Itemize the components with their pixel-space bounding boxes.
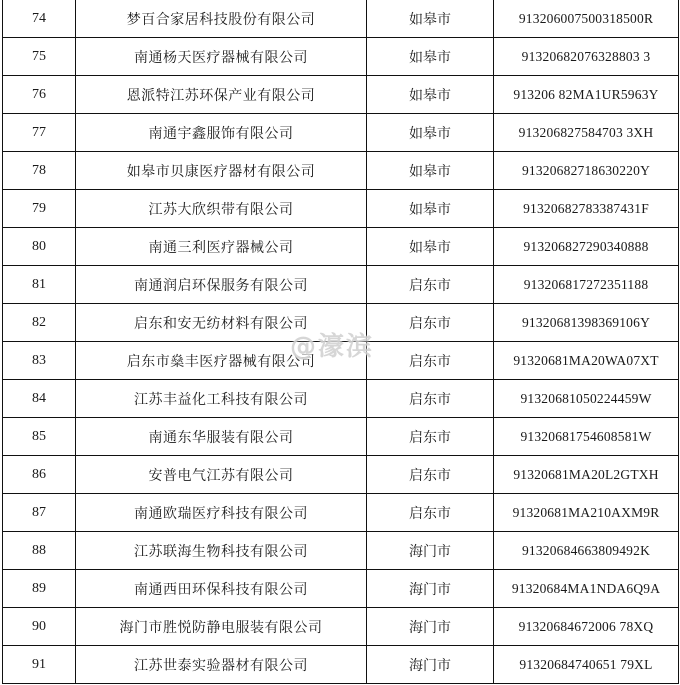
table-row (3, 38, 679, 76)
row-number: 76 (3, 76, 76, 114)
table-row (3, 152, 679, 190)
company-name: 江苏联海生物科技有限公司 (76, 532, 367, 570)
table-row (3, 0, 679, 38)
city: 启东市 (367, 304, 494, 342)
table-row (3, 608, 679, 646)
company-name: 海门市胜悦防静电服装有限公司 (76, 608, 367, 646)
company-name: 安普电气江苏有限公司 (76, 456, 367, 494)
table-row (3, 380, 679, 418)
table-row (3, 646, 679, 684)
city: 如皋市 (367, 76, 494, 114)
table-row (3, 190, 679, 228)
city: 启东市 (367, 342, 494, 380)
company-name: 南通东华服装有限公司 (76, 418, 367, 456)
row-number: 90 (3, 608, 76, 646)
row-number: 80 (3, 228, 76, 266)
city: 启东市 (367, 494, 494, 532)
row-number: 91 (3, 646, 76, 684)
table-row (3, 456, 679, 494)
city: 海门市 (367, 570, 494, 608)
company-name: 南通宇鑫服饰有限公司 (76, 114, 367, 152)
credit-code: 91320684672006 78XQ (494, 608, 679, 646)
credit-code: 91320684740651 79XL (494, 646, 679, 684)
credit-code: 91320681050224459W (494, 380, 679, 418)
city: 如皋市 (367, 114, 494, 152)
table-body (3, 0, 679, 684)
credit-code: 91320682718630220Y (494, 152, 679, 190)
watermark: @濠滨 (290, 332, 375, 362)
company-name: 启东和安无纺材料有限公司 (76, 304, 367, 342)
row-number: 78 (3, 152, 76, 190)
credit-code: 91320681MA20L2GTXH (494, 456, 679, 494)
credit-code: 91320684663809492K (494, 532, 679, 570)
credit-code: 913206 82MA1UR5963Y (494, 76, 679, 114)
company-name: 南通欧瑞医疗科技有限公司 (76, 494, 367, 532)
row-number: 77 (3, 114, 76, 152)
credit-code: 91320681MA210AXM9R (494, 494, 679, 532)
table-row (3, 418, 679, 456)
credit-code: 913206827584703 3XH (494, 114, 679, 152)
table-row (3, 228, 679, 266)
city: 海门市 (367, 608, 494, 646)
row-number: 79 (3, 190, 76, 228)
credit-code: 91320681398369106Y (494, 304, 679, 342)
credit-code: 91320684MA1NDA6Q9A (494, 570, 679, 608)
city: 海门市 (367, 532, 494, 570)
row-number: 87 (3, 494, 76, 532)
company-name: 南通杨天医疗器械有限公司 (76, 38, 367, 76)
table-row (3, 76, 679, 114)
row-number: 74 (3, 0, 76, 38)
company-name: 南通三利医疗器械公司 (76, 228, 367, 266)
company-name: 启东市燊丰医疗器械有限公司 (76, 342, 367, 380)
row-number: 84 (3, 380, 76, 418)
city: 如皋市 (367, 228, 494, 266)
row-number: 83 (3, 342, 76, 380)
city: 海门市 (367, 646, 494, 684)
company-name: 梦百合家居科技股份有限公司 (76, 0, 367, 38)
company-name: 南通西田环保科技有限公司 (76, 570, 367, 608)
company-list-table (2, 0, 679, 684)
city: 如皋市 (367, 38, 494, 76)
company-name: 如皋市贝康医疗器材有限公司 (76, 152, 367, 190)
city: 启东市 (367, 418, 494, 456)
company-name: 恩派特江苏环保产业有限公司 (76, 76, 367, 114)
row-number: 89 (3, 570, 76, 608)
table-row (3, 570, 679, 608)
table-row (3, 494, 679, 532)
credit-code: 91320681MA20WA07XT (494, 342, 679, 380)
table-row (3, 532, 679, 570)
city: 如皋市 (367, 0, 494, 38)
table-row (3, 114, 679, 152)
credit-code: 913206817272351188 (494, 266, 679, 304)
row-number: 88 (3, 532, 76, 570)
table-row (3, 266, 679, 304)
credit-code: 91320682783387431F (494, 190, 679, 228)
row-number: 75 (3, 38, 76, 76)
row-number: 82 (3, 304, 76, 342)
city: 如皋市 (367, 152, 494, 190)
company-name: 江苏世泰实验器材有限公司 (76, 646, 367, 684)
credit-code: 913206827290340888 (494, 228, 679, 266)
credit-code: 91320682076328803 3 (494, 38, 679, 76)
company-name: 南通润启环保服务有限公司 (76, 266, 367, 304)
company-name: 江苏丰益化工科技有限公司 (76, 380, 367, 418)
city: 启东市 (367, 456, 494, 494)
credit-code: 91320681754608581W (494, 418, 679, 456)
company-name: 江苏大欣织带有限公司 (76, 190, 367, 228)
credit-code: 913206007500318500R (494, 0, 679, 38)
table-row (3, 304, 679, 342)
table-row (3, 342, 679, 380)
row-number: 85 (3, 418, 76, 456)
row-number: 86 (3, 456, 76, 494)
city: 如皋市 (367, 190, 494, 228)
row-number: 81 (3, 266, 76, 304)
city: 启东市 (367, 266, 494, 304)
city: 启东市 (367, 380, 494, 418)
